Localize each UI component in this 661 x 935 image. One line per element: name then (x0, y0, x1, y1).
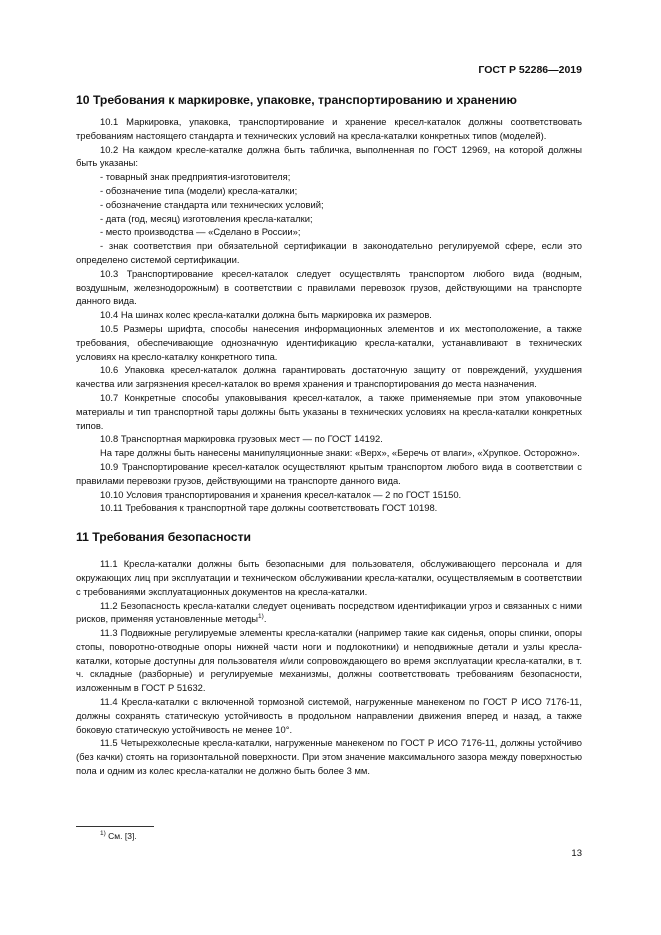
page-content (76, 92, 582, 778)
paragraph-11-1: 11.1 Кресла-каталки должны быть безопасными для пользователя, обслуживающего персонала и для окружающих лиц при эксплуатации и техническом обслуживании кресла-каталки, осуществляемым в соответствии с требованиями эксплуатационных документов на кресла-каталки. (76, 558, 582, 597)
page-number: 13 (571, 848, 582, 859)
list-item: - знак соответствия при обязательной сертификации в законодательно регулируемой сфере, если это определено системой сертификации. (76, 240, 582, 265)
paragraph-11-2 (76, 599, 582, 627)
paragraph-10-1: 10.1 Маркировка, упаковка, транспортирование и хранение кресел-каталок должны соответствовать требованиям настоящего стандарта и технических условий на кресла-каталки конкретных типов (моделей). (76, 116, 582, 141)
section-10-body (76, 115, 582, 515)
standard-header: ГОСТ Р 52286—2019 (478, 64, 582, 76)
paragraph-10-11: 10.11 Требования к транспортной таре должны соответствовать ГОСТ 10198. (100, 502, 438, 514)
footnote-divider (76, 826, 154, 827)
footnote (76, 831, 376, 841)
paragraph-10-8: 10.8 Транспортная маркировка грузовых мест — по ГОСТ 14192. (100, 433, 383, 445)
paragraph-11-3: 11.3 Подвижные регулируемые элементы кресла-каталки (например такие как сиденья, опоры спинки, опоры стопы, поворотно-отводные опоры нижней части ноги и подлокотники) и неподвижные детали и узлы кресла-каталки, которые доступны для пользователя и/или сопровождающего во время эксплуатации кресла-каталки, в т. ч. складные (разборные) и регулируемые механизмы, должны соответствовать требованиям безопасности, изложенным в ГОСТ Р 51632. (76, 627, 582, 694)
paragraph-10-10: 10.10 Условия транспортирования и хранения кресел-каталок — 2 по ГОСТ 15150. (100, 488, 462, 500)
paragraph-11-2-text: 11.2 Безопасность кресла-каталки следует оценивать посредством идентификации угроз и связанных с ними рисков, применяя установленные методы (76, 599, 582, 625)
paragraph-10-5: 10.5 Размеры шрифта, способы нанесения информационных элементов и их местоположение, а также требования, обеспечивающие однозначную идентификацию кресла-каталки, устанавливают в технических условиях на кресло-каталку конкретного типа. (76, 322, 582, 362)
paragraph-10-9: 10.9 Транспортирование кресел-каталок осуществляют крытым транспортом любого вида в соответствии с правилами перевозки грузов, действующими на транспорте данного вида. (76, 460, 582, 486)
list-item: - дата (год, месяц) изготовления кресла-каталки; (100, 212, 313, 224)
paragraph-10-4: 10.4 На шинах колес кресла-каталки должна быть маркировка их размеров. (100, 309, 432, 321)
paragraph-11-4: 11.4 Кресла-каталки с включенной тормозной системой, нагруженные манекеном по ГОСТ Р ИСО 7176-11, должны сохранять статическую устойчивость в продольном направлении движения вперед и назад, а также боковую статическую устойчивость не менее 10°. (76, 696, 582, 735)
paragraph-10-2: 10.2 На каждом кресле-каталке должна быть табличка, выполненная по ГОСТ 12969, на которой должны быть указаны: (76, 143, 582, 169)
section-11-title: 11 Требования безопасности (76, 530, 252, 545)
list-item: - обозначение типа (модели) кресла-каталки; (100, 184, 298, 196)
paragraph-11-2-end: . (263, 613, 267, 625)
paragraph-10-3: 10.3 Транспортирование кресел-каталок следует осуществлять транспортом любого вида (водным, воздушным, железнодорожным) в соответствии с правилами перевозок грузов, действующими на транспорте данного вида. (76, 267, 582, 307)
list-item: - товарный знак предприятия-изготовителя; (100, 171, 291, 183)
paragraph-10-8-signs: На таре должны быть нанесены манипуляционные знаки: «Верх», «Беречь от влаги», «Хрупкое. Осторожно». (100, 447, 580, 459)
section-10-title: 10 Требования к маркировке, упаковке, транспортированию и хранению (76, 93, 517, 107)
footnote-text: См. [3]. (108, 831, 137, 841)
paragraph-10-7: 10.7 Конкретные способы упаковывания кресел-каталок, а также применяемые при этом упаковочные материалы и тип транспортной тары должны быть указаны в технических условиях на кресла-каталки конкретных типов. (76, 391, 582, 431)
list-item: - обозначение стандарта или технических условий; (100, 198, 324, 210)
paragraph-10-6: 10.6 Упаковка кресел-каталок должна гарантировать достаточную защиту от повреждений, ухудшения качества или загрязнения кресел-каталок во время хранения и транспортирования до места назначения. (76, 364, 582, 390)
section-11-body (76, 557, 582, 778)
footnote-mark: 1) (100, 830, 106, 838)
list-item: - место производства — «Сделано в России»; (100, 226, 301, 238)
footnote-reference[interactable]: 1) (258, 613, 264, 621)
paragraph-11-5: 11.5 Четырехколесные кресла-каталки, нагруженные манекеном по ГОСТ Р ИСО 7176-11, должны устойчиво (без качки) стоять на горизонтальной поверхности. При этом значение максимального зазора между поверхностью пола и одним из колес кресла-каталки не должно быть более 3 мм. (76, 737, 582, 777)
